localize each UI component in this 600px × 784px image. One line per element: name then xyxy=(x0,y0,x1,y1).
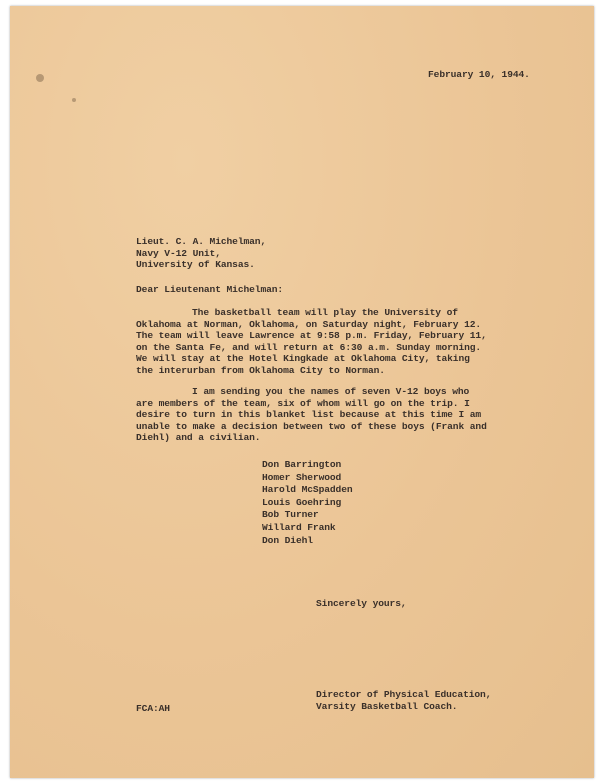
paragraph-line: the interurban from Oklahoma City to Norman. xyxy=(136,364,385,376)
typist-initials: FCA:AH xyxy=(136,703,170,714)
paper-stain xyxy=(36,74,44,82)
letter-date: February 10, 1944. xyxy=(428,69,530,80)
closing: Sincerely yours, xyxy=(316,598,407,609)
salutation: Dear Lieutenant Michelman: xyxy=(136,284,284,295)
player-name: Homer Sherwood xyxy=(262,471,342,483)
address-line: Lieut. C. A. Michelman, xyxy=(136,236,267,247)
paragraph-line: We will stay at the Hotel Kingkade at Oklahoma City, taking xyxy=(136,353,470,364)
player-name: Willard Frank xyxy=(262,521,336,533)
player-name: Don Diehl xyxy=(262,534,313,546)
paragraph-line: Diehl) and a civilian. xyxy=(136,432,261,443)
paragraph-line: The team will leave Lawrence at 9:58 p.m. Friday, February 11, xyxy=(136,330,487,341)
paragraph-line: desire to turn in this blanket list because at this time I am xyxy=(136,409,482,420)
title-line: Director of Physical Education, xyxy=(316,689,492,700)
title-line: Varsity Basketball Coach. xyxy=(316,700,458,712)
address-line: University of Kansas. xyxy=(136,259,255,270)
player-list xyxy=(262,459,353,547)
body-paragraph-1 xyxy=(136,307,487,376)
recipient-address xyxy=(136,236,266,271)
paragraph-line: Oklahoma at Norman, Oklahoma, on Saturday night, February 12. xyxy=(136,318,482,330)
signature-title xyxy=(316,689,491,712)
paper-stain xyxy=(72,98,76,102)
player-name: Don Barrington xyxy=(262,459,342,470)
paragraph-line: I am sending you the names of seven V-12 boys who xyxy=(192,386,470,397)
paragraph-line: on the Santa Fe, and will return at 6:30 a.m. Sunday morning. xyxy=(136,341,482,353)
paragraph-line: unable to make a decision between two of these boys (Frank and xyxy=(136,420,487,432)
player-name: Bob Turner xyxy=(262,509,319,521)
body-paragraph-2 xyxy=(136,386,487,444)
player-name: Harold McSpadden xyxy=(262,484,353,496)
player-name: Louis Goehring xyxy=(262,496,342,508)
paragraph-line: are members of the team, six of whom will go on the trip. I xyxy=(136,397,470,409)
paragraph-line: The basketball team will play the University of xyxy=(192,307,458,318)
address-line: Navy V-12 Unit, xyxy=(136,247,221,259)
